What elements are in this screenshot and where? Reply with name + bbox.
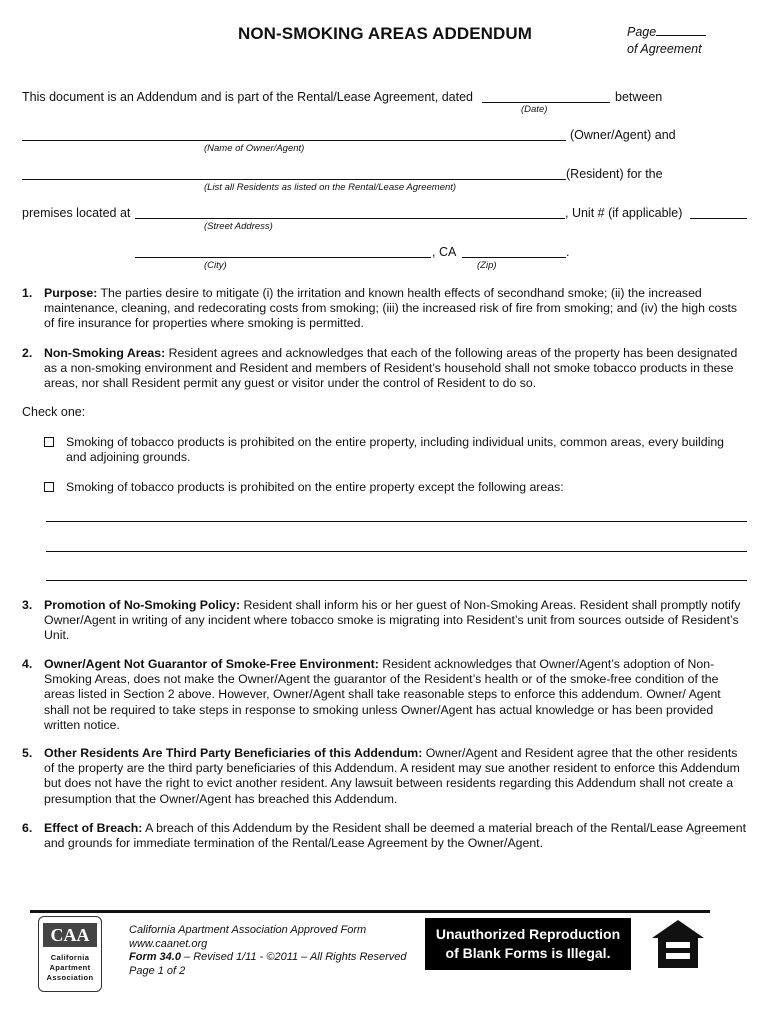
ca-label: , CA	[432, 245, 457, 259]
page-reference	[627, 23, 706, 58]
section-third-party-beneficiaries	[22, 746, 747, 807]
section-heading: Owner/Agent Not Guarantor of Smoke-Free Environment:	[44, 657, 379, 671]
caa-logo-mark: CAA	[43, 923, 97, 947]
check-one-label: Check one:	[22, 405, 86, 419]
footer-form-info: Form 34.0 – Revised 1/11 - ©2011 – All Rights Reserved	[129, 951, 407, 963]
between-label: between	[615, 90, 663, 104]
residents-caption: (List all Residents as listed on the Rental/Lease Agreement)	[204, 182, 457, 193]
footer-divider	[30, 910, 710, 913]
caa-logo	[38, 916, 102, 992]
option-text: Smoking of tobacco products is prohibited on the entire property except the following areas:	[66, 480, 564, 494]
checkbox[interactable]	[44, 482, 54, 492]
footer-page-count: Page 1 of 2	[129, 964, 186, 977]
section-effect-of-breach	[22, 821, 747, 851]
areas-line-3[interactable]	[46, 580, 747, 581]
period: .	[566, 245, 570, 259]
checkbox[interactable]	[44, 437, 54, 447]
section-number: 1.	[22, 286, 33, 300]
intro-text: This document is an Addendum and is part of the Rental/Lease Agreement, dated	[22, 90, 473, 104]
caa-logo-text: California Apartment Association	[46, 953, 94, 982]
section-heading: Other Residents Are Third Party Beneficiaries of this Addendum:	[44, 746, 423, 760]
footer-info	[129, 924, 407, 978]
option-entire-property[interactable]	[44, 435, 747, 465]
zip-caption: (Zip)	[477, 260, 497, 271]
of-agreement-label: of Agreement	[627, 42, 702, 56]
residents-field[interactable]	[22, 179, 566, 180]
street-address-caption: (Street Address)	[204, 221, 273, 232]
section-heading: Effect of Breach:	[44, 821, 143, 835]
unit-field[interactable]	[690, 218, 747, 219]
date-field[interactable]	[482, 102, 610, 103]
equal-housing-icon	[648, 918, 708, 970]
reproduction-warning: Unauthorized Reproduction of Blank Forms is Illegal.	[425, 918, 631, 970]
footer-website: www.caanet.org	[129, 937, 208, 950]
section-non-smoking-areas	[22, 346, 747, 392]
option-except-areas[interactable]	[44, 480, 747, 495]
section-not-guarantor	[22, 657, 747, 733]
section-number: 6.	[22, 821, 33, 835]
owner-agent-label: (Owner/Agent) and	[570, 128, 676, 142]
zip-field[interactable]	[462, 257, 566, 258]
section-text: Owner/Agent and Resident agree that the other residents of the property are the third party beneficiaries of this Addendum. A resident may sue another resident to enforce this Addendum but does not have the right to evict another resident. Any lawsuit between residents regarding this Addendum shall not create a presumption that the Owner/Agent has breached this Addendum.	[44, 746, 740, 806]
street-address-field[interactable]	[135, 218, 565, 219]
areas-line-2[interactable]	[46, 551, 747, 552]
section-text: A breach of this Addendum by the Resident shall be deemed a material breach of the Rental/Lease Agreement and grounds for immediate termination of the Rental/Lease Agreement by the Owner/Agent.	[44, 821, 747, 851]
section-text: Resident agrees and acknowledges that each of the following areas of the property has been designated as a non-smoking environment and Resident and members of Resident’s household shall not smoke tobacco products in these areas, nor shall Resident permit any guest or visitor under the control of Resident to do so.	[44, 346, 738, 391]
section-purpose	[22, 286, 747, 332]
owner-agent-field[interactable]	[22, 140, 566, 141]
section-number: 2.	[22, 346, 33, 360]
section-text: Resident shall inform his or her guest of Non-Smoking Areas. Resident shall promptly notify Owner/Agent in writing of any incident where tobacco smoke is migrating into Resident’s unit from sources outside of Resident’s Unit.	[44, 598, 741, 643]
footer-approved: California Apartment Association Approved Form	[129, 924, 367, 936]
areas-line-1[interactable]	[46, 521, 747, 522]
section-number: 4.	[22, 657, 33, 671]
unit-label: , Unit # (if applicable)	[565, 206, 683, 220]
city-caption: (City)	[204, 260, 227, 271]
section-promotion-policy	[22, 598, 747, 644]
owner-agent-caption: (Name of Owner/Agent)	[204, 143, 305, 154]
page-number-field[interactable]	[656, 23, 706, 36]
page-title: NON-SMOKING AREAS ADDENDUM	[237, 24, 533, 43]
date-caption: (Date)	[521, 104, 548, 115]
section-heading: Promotion of No-Smoking Policy:	[44, 598, 241, 612]
premises-label: premises located at	[22, 206, 131, 220]
page-label: Page	[627, 25, 657, 39]
resident-label: (Resident) for the	[566, 167, 663, 181]
section-text: Resident acknowledges that Owner/Agent’s adoption of Non-Smoking Areas, does not make the Owner/Agent the guarantor of the Resident’s health or of the smoke-free condition of the areas listed in Section 2 above. However, Owner/Agent shall take reasonable steps to enforce this addendum. Owner/ Agent shall not be required to take steps in response to smoking unless Owner/Agent has actual knowledge or has been provided written notice.	[44, 657, 721, 732]
section-number: 3.	[22, 598, 33, 612]
section-number: 5.	[22, 746, 33, 760]
section-text: The parties desire to mitigate (i) the irritation and known health effects of secondhand smoke; (ii) the increased maintenance, cleaning, and redecorating costs from smoking; (iii) the increased risk of fire from smoking; and (iv) the high costs of fire insurance for properties where smoking is permitted.	[44, 286, 738, 331]
section-heading: Purpose:	[44, 286, 98, 300]
section-heading: Non-Smoking Areas:	[44, 346, 166, 360]
option-text: Smoking of tobacco products is prohibited on the entire property, including individual units, common areas, every building and adjoining grounds.	[66, 435, 725, 465]
city-field[interactable]	[135, 257, 431, 258]
